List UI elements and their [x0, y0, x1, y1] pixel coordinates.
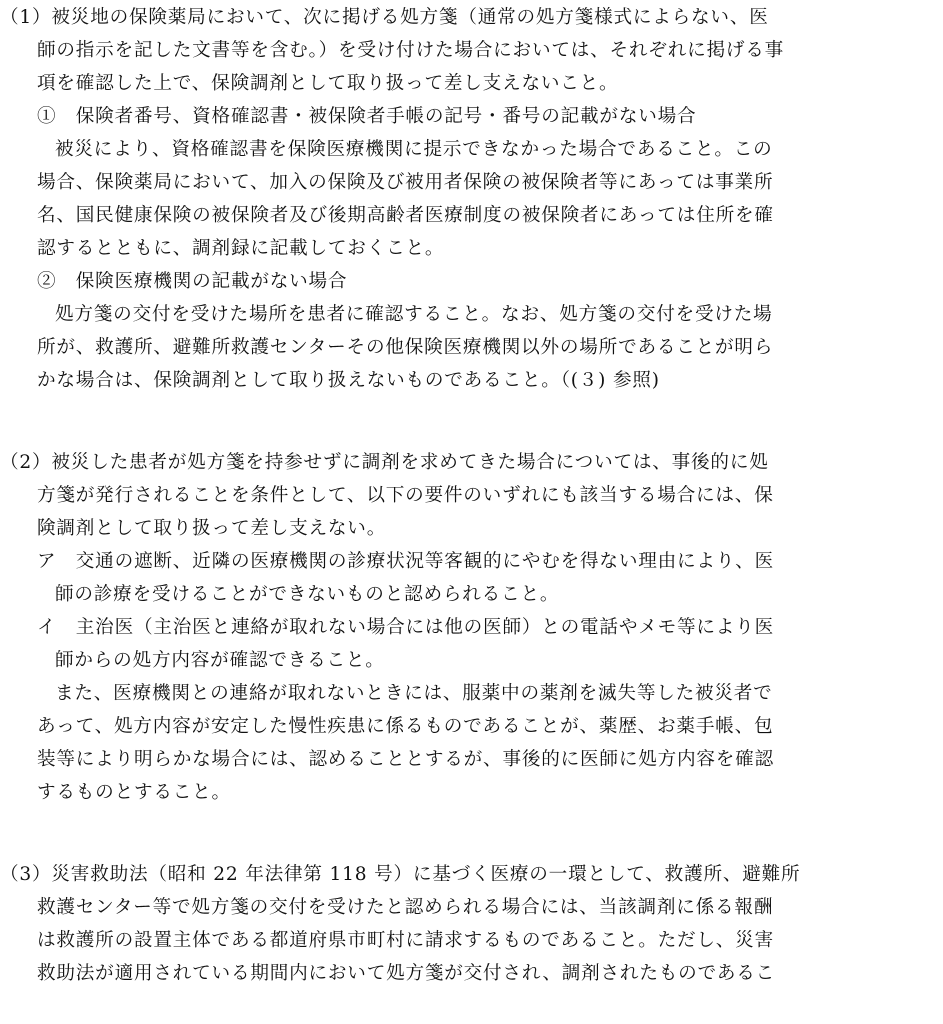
section-1-item-1-body-3: 名、国民健康保険の被保険者及び後期高齢者医療制度の被保険者にあっては住所を確 [37, 205, 774, 226]
section-1-line-2: 師の指示を記した文書等を含む。）を受け付けた場合においては、それぞれに掲げる事 [37, 40, 785, 61]
section-1-item-2-body-2: 所が、救護所、避難所救護センターその他保険医療機関以外の場所であることが明ら [37, 337, 774, 358]
section-2-line-1: （2）被災した患者が処方箋を持参せずに調剤を求めてきた場合については、事後的に処 [0, 452, 769, 473]
section-2-note-line-3: 装等により明らかな場合には、認めることとするが、事後的に医師に処方内容を確認 [37, 749, 774, 770]
section-1-item-2-heading: ② 保険医療機関の記載がない場合 [37, 271, 348, 292]
section-1-line-1: （1）被災地の保険薬局において、次に掲げる処方箋（通常の処方箋様式によらない、医 [0, 7, 769, 28]
section-2-item-a-line-1: ア 交通の遮断、近隣の医療機関の診療状況等客観的にやむを得ない理由により、医 [37, 551, 774, 572]
section-3-line-3: は救護所の設置主体である都道府県市町村に請求するものであること。ただし、災害 [37, 930, 774, 951]
section-2-item-a-line-2: 師の診療を受けることができないものと認められること。 [55, 584, 560, 605]
section-1-item-1-body-4: 認するとともに、調剤録に記載しておくこと。 [37, 238, 445, 259]
section-2-note-line-4: するものとすること。 [37, 782, 231, 803]
section-1-item-1-body-1: 被災により、資格確認書を保険医療機関に提示できなかった場合であること。この [55, 139, 773, 160]
section-2-note-line-1: また、医療機関との連絡が取れないときには、服薬中の薬剤を滅失等した被災者で [55, 683, 773, 704]
section-3-line-4: 救助法が適用されている期間内において処方箋が交付され、調剤されたものであるこ [37, 963, 776, 984]
section-2-note-line-2: あって、処方内容が安定した慢性疾患に係るものであることが、薬歴、お薬手帳、包 [37, 716, 774, 737]
section-2-line-2: 方箋が発行されることを条件として、以下の要件のいずれにも該当する場合には、保 [37, 485, 774, 506]
section-2-item-i-line-2: 師からの処方内容が確認できること。 [55, 650, 385, 671]
section-1-item-2-body-1: 処方箋の交付を受けた場所を患者に確認すること。なお、処方箋の交付を受けた場 [55, 304, 773, 325]
section-1-item-1-heading: ① 保険者番号、資格確認書・被保険者手帳の記号・番号の記載がない場合 [37, 106, 697, 127]
section-1-item-2-body-3: かな場合は、保険調剤として取り扱えないものであること。（(３) 参照) [37, 370, 660, 391]
section-1-item-1-body-2: 場合、保険薬局において、加入の保険及び被用者保険の被保険者等にあっては事業所 [37, 172, 774, 193]
section-2-item-i-line-1: イ 主治医（主治医と連絡が取れない場合には他の医師）との電話やメモ等により医 [37, 617, 774, 638]
section-2-line-3: 険調剤として取り扱って差し支えない。 [37, 518, 387, 539]
section-1-line-3: 項を確認した上で、保険調剤として取り扱って差し支えないこと。 [37, 73, 619, 94]
section-3-line-2: 救護センター等で処方箋の交付を受けたと認められる場合には、当該調剤に係る報酬 [37, 897, 774, 918]
section-3-line-1: （3）災害救助法（昭和 22 年法律第 118 号）に基づく医療の一環として、救護所、避難所 [0, 864, 801, 885]
